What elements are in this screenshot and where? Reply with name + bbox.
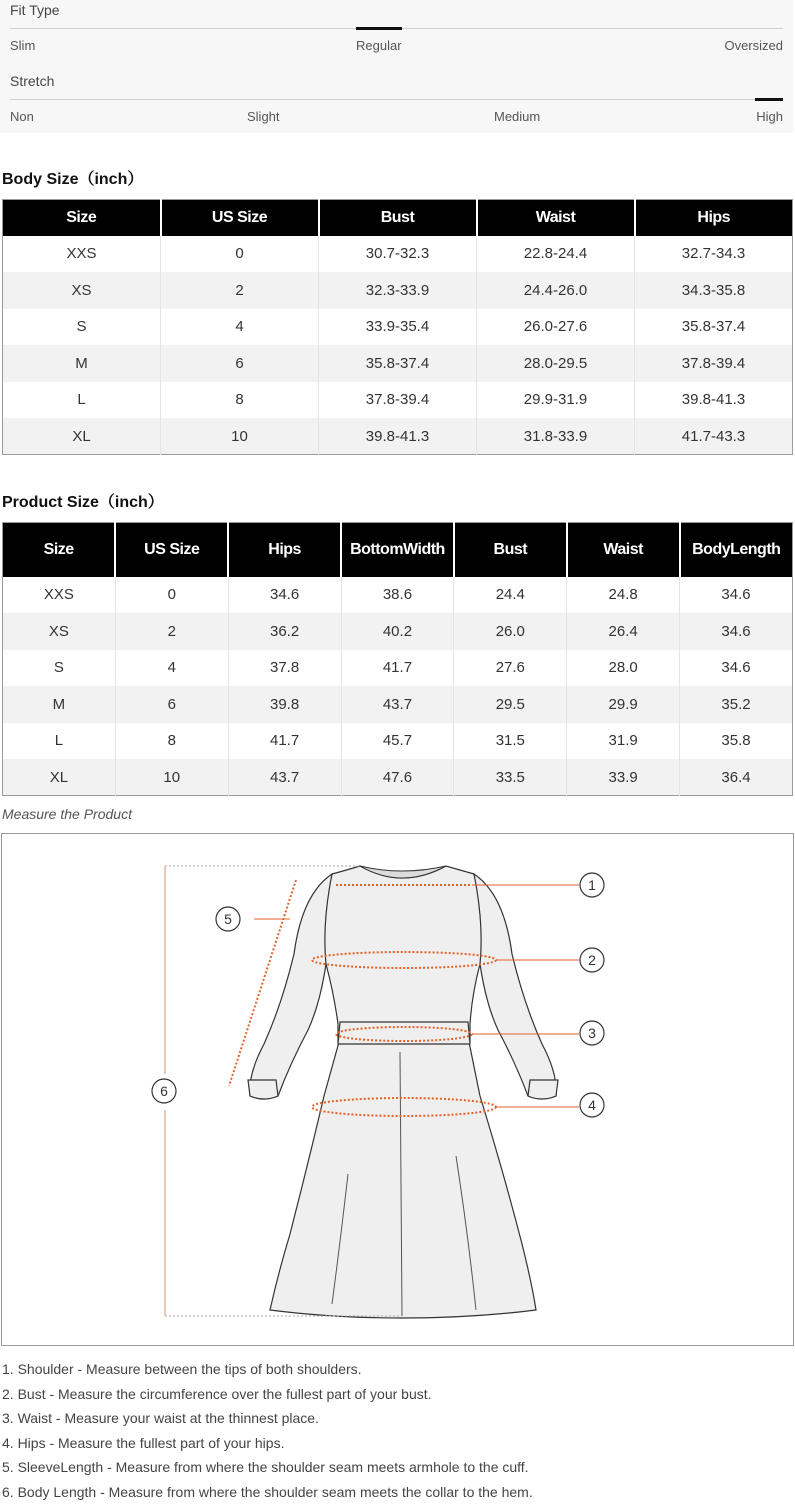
table-cell: 31.9 — [567, 723, 680, 760]
table-cell: 24.8 — [567, 577, 680, 614]
marker-5 — [216, 907, 240, 931]
col-header: Bust — [319, 200, 477, 236]
stretch-track — [10, 99, 783, 100]
table-row — [3, 418, 793, 455]
dress-illustration — [2, 834, 793, 1345]
table-row — [3, 723, 793, 760]
col-header: Size — [3, 200, 161, 236]
marker-4 — [580, 1093, 604, 1117]
marker-1 — [580, 873, 604, 897]
fit-panel — [0, 0, 793, 133]
table-row — [3, 345, 793, 382]
stretch-label-non: Non — [10, 109, 34, 124]
marker-label: 4 — [588, 1097, 596, 1113]
left-sleeve — [250, 874, 332, 1099]
table-cell: 40.2 — [341, 613, 454, 650]
table-cell: 22.8-24.4 — [477, 236, 635, 273]
table-cell: 41.7-43.3 — [635, 418, 793, 455]
table-cell: 34.3-35.8 — [635, 272, 793, 309]
col-header: BodyLength — [680, 523, 793, 577]
table-cell: 4 — [115, 650, 228, 687]
table-cell: 39.8 — [228, 686, 341, 723]
table-row — [3, 759, 793, 796]
stretch-label-high: High — [756, 109, 783, 124]
col-header: Size — [3, 523, 116, 577]
table-cell: 8 — [161, 382, 319, 419]
fit-type-marker — [356, 27, 402, 30]
table-cell: 29.5 — [454, 686, 567, 723]
col-header: Hips — [635, 200, 793, 236]
table-cell: 24.4 — [454, 577, 567, 614]
table-row — [3, 686, 793, 723]
fit-label-oversized: Oversized — [724, 38, 783, 53]
table-cell: 33.9-35.4 — [319, 309, 477, 346]
marker-2 — [580, 948, 604, 972]
table-cell: 0 — [161, 236, 319, 273]
stretch-label-slight: Slight — [247, 109, 280, 124]
table-row — [3, 650, 793, 687]
note-body-length: 6. Body Length - Measure from where the shoulder seam meets the collar to the hem. — [2, 1480, 792, 1504]
stretch-scale — [10, 73, 783, 133]
measure-diagram — [1, 833, 794, 1346]
table-cell: S — [3, 309, 161, 346]
product-size-title: Product Size（inch） — [2, 489, 164, 512]
table-cell: 31.5 — [454, 723, 567, 760]
table-row — [3, 309, 793, 346]
table-cell: 0 — [115, 577, 228, 614]
body-size-table — [2, 199, 793, 455]
col-header: Hips — [228, 523, 341, 577]
stretch-title: Stretch — [10, 73, 783, 89]
marker-label: 3 — [588, 1025, 596, 1041]
col-header: Bust — [454, 523, 567, 577]
marker-6 — [152, 1079, 176, 1103]
table-cell: 28.0-29.5 — [477, 345, 635, 382]
note-waist: 3. Waist - Measure your waist at the thinnest place. — [2, 1406, 792, 1431]
table-cell: 29.9 — [567, 686, 680, 723]
product-size-table — [2, 522, 793, 796]
marker-label: 6 — [160, 1083, 168, 1099]
table-cell: 38.6 — [341, 577, 454, 614]
table-cell: 33.5 — [454, 759, 567, 796]
stretch-marker — [755, 98, 783, 101]
right-cuff — [528, 1080, 558, 1099]
fit-type-title: Fit Type — [10, 2, 783, 18]
col-header: BottomWidth — [341, 523, 454, 577]
stretch-label-medium: Medium — [494, 109, 540, 124]
table-row — [3, 577, 793, 614]
table-cell: 41.7 — [228, 723, 341, 760]
table-cell: 8 — [115, 723, 228, 760]
table-cell: 28.0 — [567, 650, 680, 687]
table-cell: 43.7 — [228, 759, 341, 796]
col-header: US Size — [161, 200, 319, 236]
col-header: Waist — [477, 200, 635, 236]
table-cell: 39.8-41.3 — [319, 418, 477, 455]
note-shoulder: 1. Shoulder - Measure between the tips of both shoulders. — [2, 1357, 792, 1382]
table-cell: 34.6 — [680, 577, 793, 614]
table-cell: 26.0-27.6 — [477, 309, 635, 346]
table-cell: 34.6 — [680, 613, 793, 650]
table-cell: 34.6 — [680, 650, 793, 687]
table-cell: 37.8 — [228, 650, 341, 687]
table-cell: 37.8-39.4 — [635, 345, 793, 382]
table-cell: 6 — [161, 345, 319, 382]
table-cell: 10 — [161, 418, 319, 455]
table-cell: 24.4-26.0 — [477, 272, 635, 309]
table-cell: M — [3, 686, 116, 723]
table-cell: 45.7 — [341, 723, 454, 760]
table-cell: M — [3, 345, 161, 382]
table-cell: 41.7 — [341, 650, 454, 687]
table-cell: 35.8-37.4 — [635, 309, 793, 346]
table-cell: 43.7 — [341, 686, 454, 723]
marker-label: 1 — [588, 877, 596, 893]
table-cell: 4 — [161, 309, 319, 346]
table-cell: 32.7-34.3 — [635, 236, 793, 273]
marker-label: 2 — [588, 952, 596, 968]
note-bust: 2. Bust - Measure the circumference over the fullest part of your bust. — [2, 1382, 792, 1407]
table-cell: 2 — [115, 613, 228, 650]
table-cell: 36.4 — [680, 759, 793, 796]
table-cell: 39.8-41.3 — [635, 382, 793, 419]
table-cell: 26.4 — [567, 613, 680, 650]
fit-type-scale — [10, 2, 783, 62]
table-row — [3, 613, 793, 650]
table-cell: 6 — [115, 686, 228, 723]
dress-skirt — [270, 1042, 536, 1318]
table-cell: 35.8-37.4 — [319, 345, 477, 382]
measure-notes — [2, 1357, 792, 1504]
table-cell: XXS — [3, 236, 161, 273]
table-cell: L — [3, 723, 116, 760]
table-cell: 10 — [115, 759, 228, 796]
table-cell: XS — [3, 613, 116, 650]
marker-label: 5 — [224, 911, 232, 927]
table-row — [3, 382, 793, 419]
table-cell: 35.2 — [680, 686, 793, 723]
table-row — [3, 272, 793, 309]
fit-label-regular: Regular — [356, 38, 402, 53]
table-cell: S — [3, 650, 116, 687]
marker-3 — [580, 1021, 604, 1045]
note-sleeve-length: 5. SleeveLength - Measure from where the shoulder seam meets armhole to the cuff. — [2, 1455, 792, 1480]
table-cell: 47.6 — [341, 759, 454, 796]
right-sleeve — [474, 874, 556, 1099]
col-header: Waist — [567, 523, 680, 577]
fit-label-slim: Slim — [10, 38, 35, 53]
table-cell: L — [3, 382, 161, 419]
body-size-title: Body Size（inch） — [2, 166, 143, 189]
table-cell: 31.8-33.9 — [477, 418, 635, 455]
table-cell: 37.8-39.4 — [319, 382, 477, 419]
table-cell: 26.0 — [454, 613, 567, 650]
table-cell: 27.6 — [454, 650, 567, 687]
col-header: US Size — [115, 523, 228, 577]
table-cell: 32.3-33.9 — [319, 272, 477, 309]
table-cell: XS — [3, 272, 161, 309]
table-header-row — [3, 523, 793, 577]
table-cell: XXS — [3, 577, 116, 614]
note-hips: 4. Hips - Measure the fullest part of your hips. — [2, 1431, 792, 1456]
table-cell: 34.6 — [228, 577, 341, 614]
measure-caption: Measure the Product — [2, 806, 132, 822]
table-header-row — [3, 200, 793, 236]
table-cell: 2 — [161, 272, 319, 309]
table-cell: 35.8 — [680, 723, 793, 760]
table-cell: XL — [3, 418, 161, 455]
table-cell: 30.7-32.3 — [319, 236, 477, 273]
table-row — [3, 236, 793, 273]
table-cell: XL — [3, 759, 116, 796]
table-cell: 29.9-31.9 — [477, 382, 635, 419]
left-cuff — [248, 1080, 278, 1099]
table-cell: 33.9 — [567, 759, 680, 796]
table-cell: 36.2 — [228, 613, 341, 650]
